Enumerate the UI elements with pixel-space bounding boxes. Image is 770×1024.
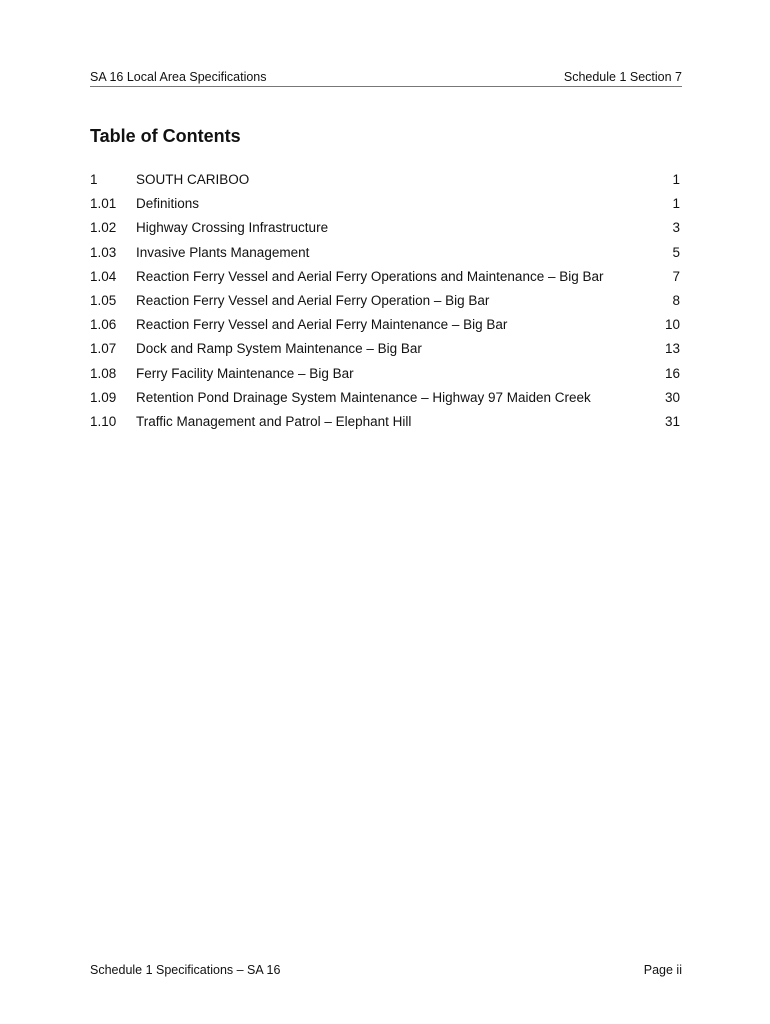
toc-entry-page: 30 [664, 389, 680, 405]
toc-list [90, 168, 680, 434]
toc-entry-title: Dock and Ramp System Maintenance – Big Bar [136, 341, 422, 357]
toc-entry-title: Highway Crossing Infrastructure [136, 220, 329, 236]
toc-entry-1-02[interactable] [90, 216, 680, 240]
toc-entry-number: 1.03 [90, 244, 117, 260]
header-document-title: SA 16 Local Area Specifications [90, 70, 267, 84]
toc-entry-1-01[interactable] [90, 192, 680, 216]
toc-entry-1-07[interactable] [90, 337, 680, 361]
toc-entry-number: 1.01 [90, 196, 117, 212]
toc-title: Table of Contents [90, 126, 241, 146]
toc-entry-1[interactable] [90, 168, 680, 192]
toc-entry-page: 13 [664, 341, 680, 357]
toc-entry-title: Traffic Management and Patrol – Elephant Hill [136, 413, 412, 429]
header-section: Schedule 1 Section 7 [563, 70, 682, 84]
toc-entry-1-05[interactable] [90, 289, 680, 313]
toc-entry-page: 1 [672, 172, 680, 187]
toc-entry-1-06[interactable] [90, 313, 680, 337]
toc-entry-number: 1.04 [90, 268, 117, 284]
toc-entry-1-04[interactable] [90, 265, 680, 289]
toc-entry-1-09[interactable] [90, 386, 680, 410]
toc-entry-title: SOUTH CARIBOO [136, 172, 250, 187]
footer-document-title: Schedule 1 Specifications – SA 16 [90, 963, 281, 977]
toc-entry-title: Ferry Facility Maintenance – Big Bar [136, 365, 354, 381]
page-header [90, 70, 682, 87]
toc-entry-title: Reaction Ferry Vessel and Aerial Ferry Maintenance – Big Bar [136, 317, 508, 333]
toc-entry-number: 1 [90, 172, 98, 187]
toc-entry-page: 10 [664, 317, 680, 333]
toc-entry-number: 1.06 [90, 317, 117, 333]
toc-entry-title: Retention Pond Drainage System Maintenance – Highway 97 Maiden Creek [136, 389, 591, 405]
toc-entry-page: 1 [672, 196, 680, 212]
toc-entry-1-03[interactable] [90, 241, 680, 265]
toc-entry-title: Reaction Ferry Vessel and Aerial Ferry Operations and Maintenance – Big Bar [136, 268, 604, 284]
toc-entry-page: 7 [672, 268, 680, 284]
toc-entry-title: Invasive Plants Management [136, 244, 310, 260]
toc-entry-page: 8 [672, 292, 680, 308]
toc-entry-1-10[interactable] [90, 410, 680, 434]
toc-entry-page: 31 [664, 413, 680, 429]
toc-entry-number: 1.10 [90, 413, 117, 429]
toc-entry-page: 16 [664, 365, 680, 381]
toc-entry-title: Reaction Ferry Vessel and Aerial Ferry Operation – Big Bar [136, 292, 490, 308]
toc-entry-number: 1.07 [90, 341, 117, 357]
toc-entry-number: 1.08 [90, 365, 117, 381]
toc-entry-number: 1.05 [90, 292, 117, 308]
toc-entry-page: 3 [672, 220, 680, 236]
toc-entry-page: 5 [672, 244, 680, 260]
footer-page-number: Page ii [643, 963, 682, 977]
toc-entry-title: Definitions [136, 196, 200, 212]
toc-entry-1-08[interactable] [90, 362, 680, 386]
toc-entry-number: 1.02 [90, 220, 117, 236]
toc-entry-number: 1.09 [90, 389, 117, 405]
